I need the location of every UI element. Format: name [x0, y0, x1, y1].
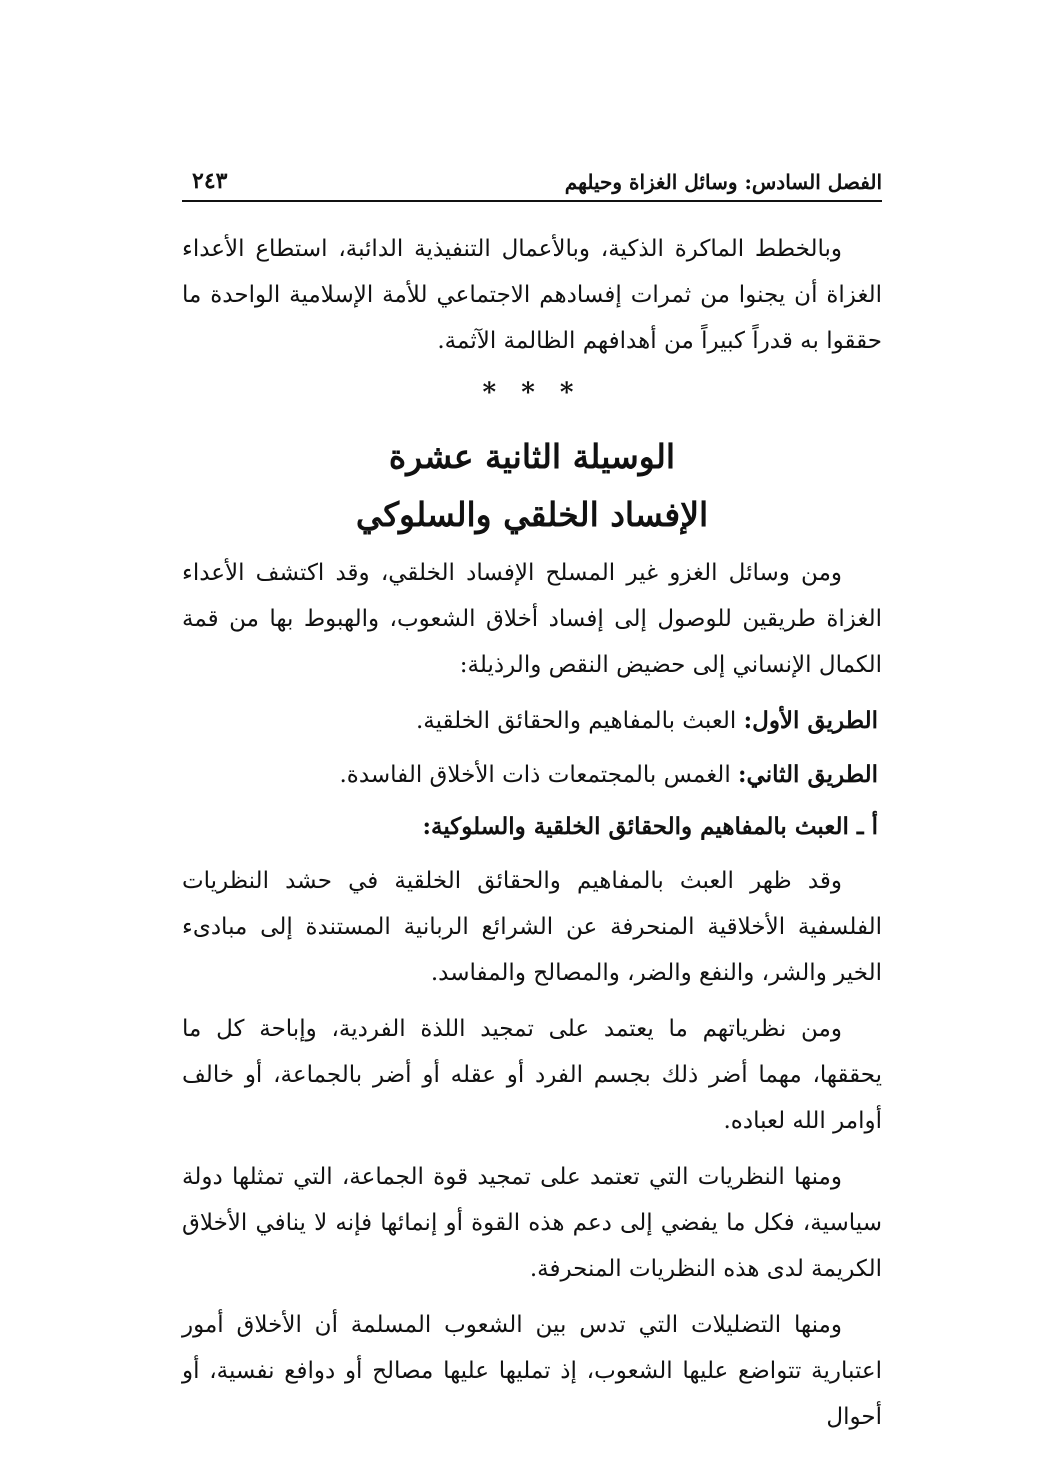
way-2-label: الطريق الثاني: [738, 761, 878, 788]
way-2 [182, 752, 882, 798]
paragraph-3: ومن نظرياتهم ما يعتمد على تمجيد اللذة الفردية، وإباحة كل ما يحققها، مهما أضر ذلك بجسم الفرد أو عقله أو أضر بالجماعة، أو خالف أوامر الله لعباده. [182, 1016, 882, 1134]
way-1 [182, 698, 882, 744]
page-number: ٢٤٣ [192, 168, 228, 194]
paragraph-4: ومنها النظريات التي تعتمد على تمجيد قوة الجماعة، التي تمثلها دولة سياسية، فكل ما يفضي إلى دعم هذه القوة أو إنمائها فإنه لا ينافي الأخلاق الكريمة لدى هذه النظريات المنحرفة. [182, 1164, 882, 1282]
section-title-number: الوسيلة الثانية عشرة [388, 437, 676, 476]
section-separator: * * * [482, 378, 582, 408]
way-1-text: العبث بالمفاهيم والحقائق الخلقية. [415, 708, 737, 734]
way-2-text: الغمس بالمجتمعات ذات الأخلاق الفاسدة. [339, 762, 731, 788]
running-header [182, 168, 882, 202]
paragraph-5: ومنها التضليلات التي تدس بين الشعوب المسلمة أن الأخلاق أمور اعتبارية تتواضع عليها الشعوب، إذ تمليها عليها مصالح أو دوافع نفسية، أو أحوال [182, 1312, 882, 1430]
section-title-topic: الإفساد الخلقي والسلوكي [355, 495, 709, 534]
chapter-title: الفصل السادس: وسائل الغزاة وحيلهم [564, 170, 882, 194]
paragraph-1: ومن وسائل الغزو غير المسلح الإفساد الخلقي، وقد اكتشف الأعداء الغزاة طريقين للوصول إلى إفساد أخلاق الشعوب، والهبوط بها من قمة الكمال الإنساني إلى حضيض النقص والرذيلة: [182, 560, 882, 678]
subheading: أ ـ العبث بالمفاهيم والحقائق الخلقية والسلوكية: [422, 813, 878, 840]
way-1-label: الطريق الأول: [743, 707, 878, 734]
paragraph-2: وقد ظهر العبث بالمفاهيم والحقائق الخلقية في حشد النظريات الفلسفية الأخلاقية المنحرفة عن الشرائع الربانية المستندة إلى مبادىء الخير والشر، والنفع والضر، والمصالح والمفاسد. [182, 868, 882, 986]
section-titles [182, 428, 882, 544]
intro-paragraph: وبالخطط الماكرة الذكية، وبالأعمال التنفيذية الدائبة، استطاع الأعداء الغزاة أن يجنوا من ثمرات إفسادهم الاجتماعي للأمة الإسلامية الواحدة ما حققوا به قدراً كبيراً من أهدافهم الظالمة الآثمة. [182, 236, 882, 354]
